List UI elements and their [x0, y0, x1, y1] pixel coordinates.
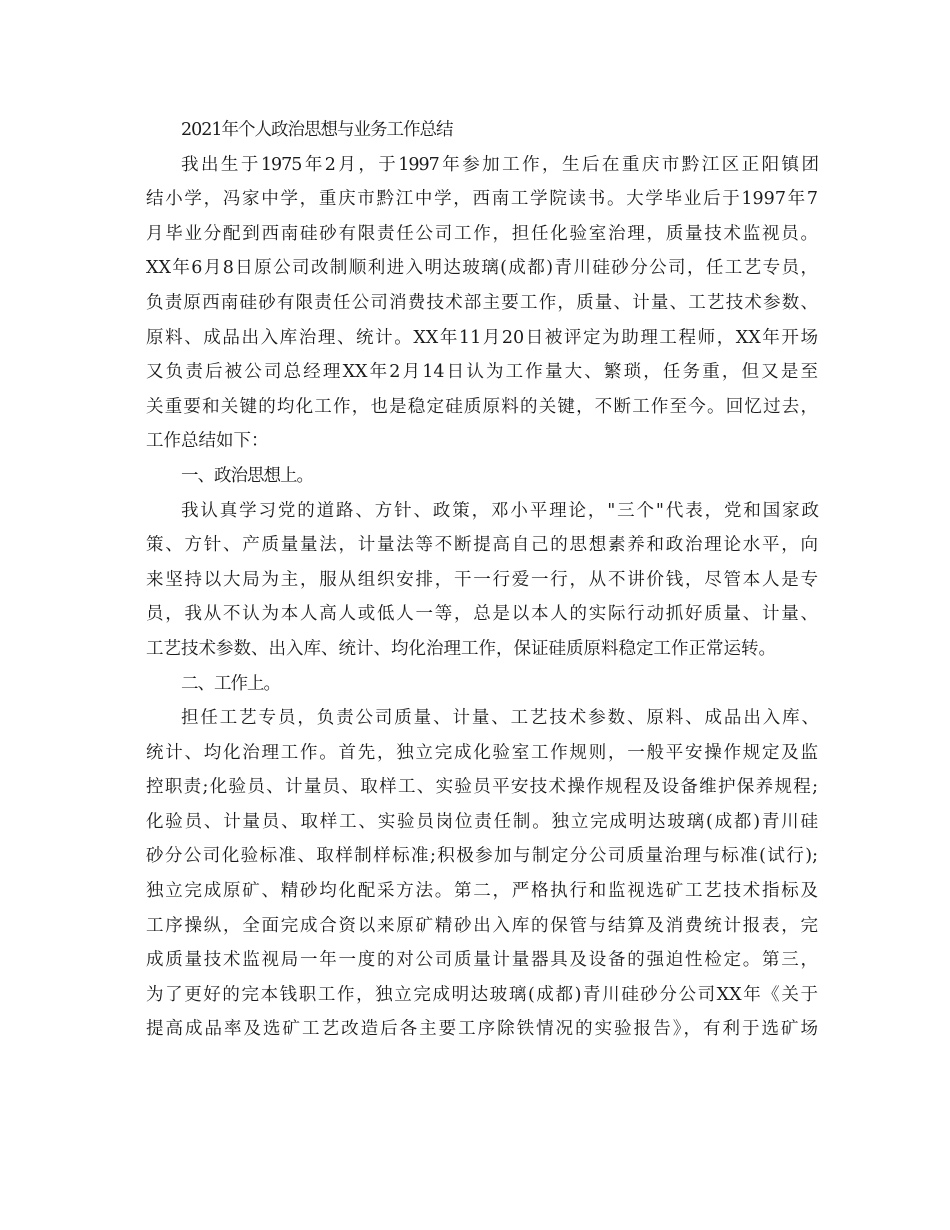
- text-line: 来坚持以大局为主，服从组织安排，干一行爱一行，从不讲价钱，尽管本人是专: [146, 569, 818, 590]
- text-line: 策、方针、产质量量法，计量法等不断提高自己的思想素养和政治理论水平，向: [146, 535, 818, 556]
- document-title: 2021年个人政治思想与业务工作总结: [181, 120, 453, 140]
- text-line: 砂分公司化验标准、取样制样标准;积极参加与制定分公司质量治理与标准(试行);: [146, 846, 818, 867]
- text-line: 担任工艺专员，负责公司质量、计量、工艺技术参数、原料、成品出入库、: [181, 708, 818, 729]
- text-line: 提高成品率及选矿工艺改造后各主要工序除铁情况的实验报告》，有利于选矿场: [146, 1019, 818, 1040]
- text-line: 工序操纵，全面完成合资以来原矿精砂出入库的保管与结算及消费统计报表，完: [146, 915, 818, 936]
- text-line: 关重要和关键的均化工作，也是稳定硅质原料的关键，不断工作至今。回忆过去，: [146, 396, 818, 417]
- text-line: 工艺技术参数、出入库、统计、均化治理工作，保证硅质原料稳定工作正常运转。: [146, 638, 776, 659]
- text-line: 化验员、计量员、取样工、实验员岗位责任制。独立完成明达玻璃(成都)青川硅: [146, 811, 818, 832]
- text-line: 原料、成品出入库治理、统计。XX年11月20日被评定为助理工程师，XX年开场: [146, 327, 818, 348]
- text-line: 成质量技术监视局一年一度的对公司质量计量器具及设备的强迫性检定。第三，: [146, 950, 818, 971]
- text-line: 结小学，冯家中学，重庆市黔江中学，西南工学院读书。大学毕业后于1997年7: [146, 189, 818, 210]
- text-line: 我认真学习党的道路、方针、政策，邓小平理论，"三个"代表，党和国家政: [181, 500, 818, 521]
- text-line: 二、工作上。: [181, 673, 280, 694]
- text-line: 员，我从不认为本人高人或低人一等，总是以本人的实际行动抓好质量、计量、: [146, 604, 818, 625]
- text-line: 控职责;化验员、计量员、取样工、实验员平安技术操作规程及设备维护保养规程;: [146, 777, 818, 798]
- document-body: [146, 113, 818, 1047]
- text-line: 负责原西南硅砂有限责任公司消费技术部主要工作，质量、计量、工艺技术参数、: [146, 292, 818, 313]
- text-line: 又负责后被公司总经理XX年2月14日认为工作量大、繁琐，任务重，但又是至: [146, 362, 818, 383]
- text-line: 统计、均化治理工作。首先，独立完成化验室工作规则，一般平安操作规定及监: [146, 742, 818, 763]
- text-line: 月毕业分配到西南硅砂有限责任公司工作，担任化验室治理，质量技术监视员。: [146, 223, 818, 244]
- text-line: 为了更好的完本钱职工作，独立完成明达玻璃(成都)青川硅砂分公司XX年《关于: [146, 984, 818, 1005]
- text-line: XX年6月8日原公司改制顺利进入明达玻璃(成都)青川硅砂分公司，任工艺专员，: [146, 258, 818, 279]
- text-line: 我出生于1975年2月，于1997年参加工作，生后在重庆市黔江区正阳镇团: [181, 154, 818, 175]
- text-line: 独立完成原矿、精砂均化配采方法。第二，严格执行和监视选矿工艺技术指标及: [146, 881, 818, 902]
- text-line: 工作总结如下：: [146, 431, 269, 452]
- text-line: 一、政治思想上。: [181, 465, 313, 486]
